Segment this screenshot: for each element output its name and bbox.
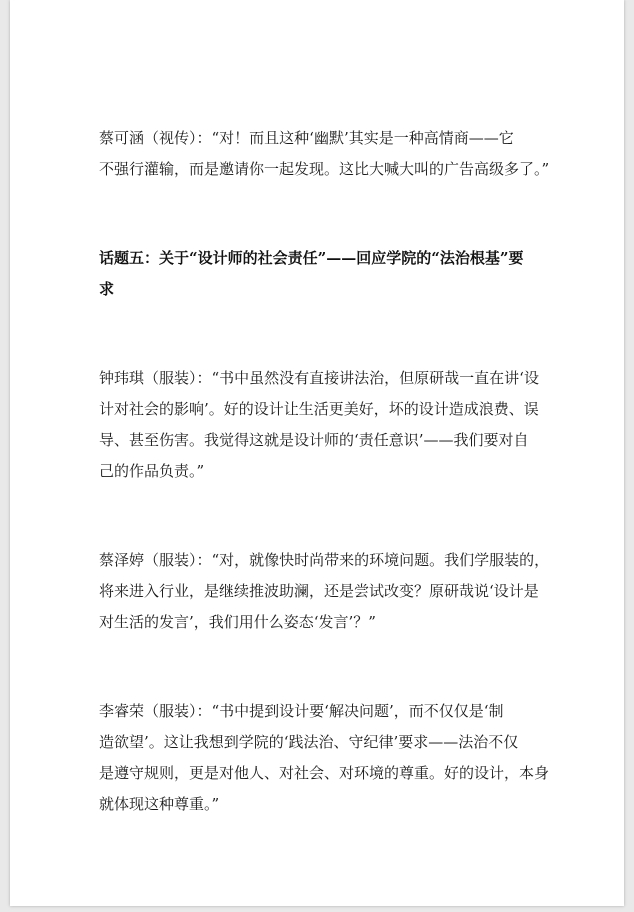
text-line: 导、甚至伤害。我觉得这就是设计师的‘责任意识’——我们要对自 [99,431,529,449]
dialogue-zhong-weiqi [99,363,554,487]
text-line: 李睿荣（服装）：“书中提到设计要‘解决问题’，而不仅仅是‘制 [99,702,504,720]
heading-line: 求 [99,280,115,298]
text-line: 对生活的发言’，我们用什么姿态‘发言’？” [99,613,376,631]
dialogue-cai-zeting [99,545,554,638]
heading-line: 话题五：关于“设计师的社会责任”——回应学院的“法治根基”要 [99,249,524,267]
text-line: 钟玮琪（服装）：“书中虽然没有直接讲法治，但原研哉一直在讲‘设 [99,369,539,387]
text-line: 计对社会的影响’。好的设计让生活更美好，坏的设计造成浪费、误 [99,400,539,418]
text-line: 蔡可涵（视传）：“对！而且这种‘幽默’其实是一种高情商——它 [99,129,514,147]
text-line: 不强行灌输，而是邀请你一起发现。这比大喊大叫的广告高级多了。” [99,160,550,178]
text-line: 造欲望’。这让我想到学院的‘践法治、守纪律’要求——法治不仅 [99,733,519,751]
text-line: 将来进入行业，是继续推波助澜，还是尝试改变？原研哉说‘设计是 [99,582,539,600]
text-line: 就体现这种尊重。” [99,795,220,813]
dialogue-li-ruirong [99,696,554,820]
text-line: 是遵守规则，更是对他人、对社会、对环境的尊重。好的设计，本身 [99,764,550,782]
dialogue-cai-kehan [99,123,554,185]
topic-five-heading [99,243,554,305]
document-page [10,0,624,906]
text-line: 蔡泽婷（服装）：“对，就像快时尚带来的环境问题。我们学服装的， [99,551,550,569]
text-line: 己的作品负责。” [99,462,205,480]
